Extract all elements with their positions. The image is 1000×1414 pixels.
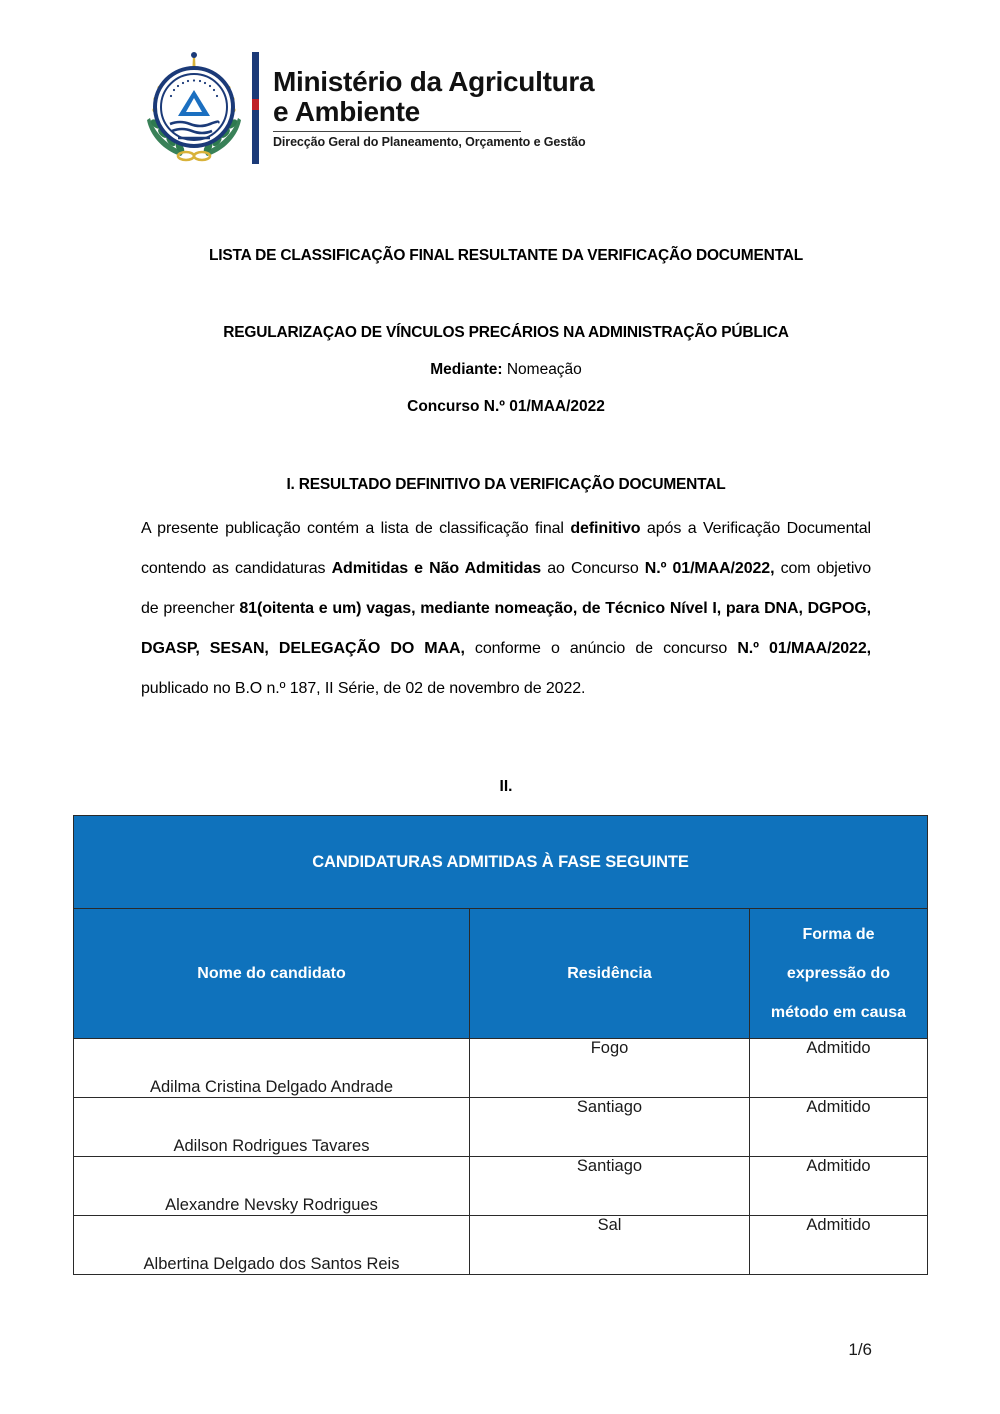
para-text-4: com objetivo de preencher — [141, 560, 872, 617]
cell-residence: Sal — [470, 1216, 750, 1275]
letterhead — [140, 52, 594, 164]
cell-status: Admitido — [750, 1157, 928, 1216]
para-bold-5: N.º 01/MAA/2022, — [737, 640, 871, 657]
cell-candidate-name: Albertina Delgado dos Santos Reis — [74, 1216, 470, 1275]
mediante-label: Mediante: — [430, 361, 503, 378]
table-banner-cell: CANDIDATURAS ADMITIDAS À FASE SEGUINTE — [74, 816, 928, 909]
subtitle-concurso: Concurso N.º 01/MAA/2022 — [407, 398, 605, 415]
letterhead-text — [273, 67, 594, 149]
page-number: 1/6 — [848, 1340, 872, 1359]
candidates-table — [73, 815, 928, 1275]
letterhead-rule — [273, 131, 521, 132]
department-subtitle: Direcção Geral do Planeamento, Orçamento e Gestão — [273, 135, 586, 150]
cell-residence: Santiago — [470, 1157, 750, 1216]
column-header-forma-line2: expressão do — [786, 965, 891, 982]
column-header-residencia: Residência — [470, 909, 750, 1039]
cell-residence: Fogo — [470, 1039, 750, 1098]
column-header-forma-line3: método em causa — [770, 1004, 907, 1021]
cape-verde-coat-of-arms-emblem — [140, 52, 248, 164]
para-bold-1: definitivo — [570, 520, 641, 537]
para-text-1: A presente publicação contém a lista de classificação final — [141, 520, 571, 537]
ministry-name-line2: e Ambiente — [273, 96, 420, 127]
cell-candidate-name: Adilma Cristina Delgado Andrade — [74, 1039, 470, 1098]
intro-paragraph — [141, 509, 871, 709]
cell-residence: Santiago — [470, 1098, 750, 1157]
column-header-forma-line1: Forma de — [802, 926, 875, 943]
section-heading-one: I. RESULTADO DEFINITIVO DA VERIFICAÇÃO DOCUMENTAL — [286, 476, 726, 493]
para-text-3: ao Concurso — [541, 560, 645, 577]
para-bold-3: N.º 01/MAA/2022, — [644, 560, 775, 577]
logo-divider-bar — [252, 52, 259, 164]
para-bold-4: 81(oitenta e um) vagas, mediante nomeação, de Técnico Nível I, para DNA, DGPOG, DGASP, SESAN, DELEGAÇÃO DO MAA, — [141, 600, 872, 657]
para-bold-2: Admitidas e Não Admitidas — [331, 560, 542, 577]
ministry-name-line1: Ministério da Agricultura — [273, 65, 595, 97]
mediante-value: Nomeação — [506, 361, 582, 378]
table-row — [74, 1216, 928, 1275]
table-row — [74, 1157, 928, 1216]
cell-candidate-name: Alexandre Nevsky Rodrigues — [74, 1157, 470, 1216]
subtitle-competition: REGULARIZAÇAO DE VÍNCULOS PRECÁRIOS NA ADMINISTRAÇÃO PÚBLICA — [223, 324, 789, 341]
column-header-nome: Nome do candidato — [74, 909, 470, 1039]
table-header-row — [74, 909, 928, 1039]
subtitle-mediante — [141, 361, 871, 379]
para-text-6: publicado no B.O n.º 187, II Série, de 02 de novembro de 2022. — [141, 680, 586, 697]
candidates-table-wrapper — [73, 815, 927, 1275]
cell-status: Admitido — [750, 1039, 928, 1098]
table-banner-row — [74, 816, 928, 909]
cell-status: Admitido — [750, 1098, 928, 1157]
page-title: LISTA DE CLASSIFICAÇÃO FINAL RESULTANTE DA VERIFICAÇÃO DOCUMENTAL — [208, 247, 804, 264]
para-text-5: conforme o anúncio de concurso — [464, 640, 738, 657]
table-row — [74, 1098, 928, 1157]
cell-status: Admitido — [750, 1216, 928, 1275]
column-header-forma — [750, 909, 928, 1039]
table-row — [74, 1039, 928, 1098]
cell-candidate-name: Adilson Rodrigues Tavares — [74, 1098, 470, 1157]
para-text-2: após a Verificação Documental contendo as candidaturas — [141, 520, 871, 577]
section-heading-two: II. — [499, 778, 513, 795]
